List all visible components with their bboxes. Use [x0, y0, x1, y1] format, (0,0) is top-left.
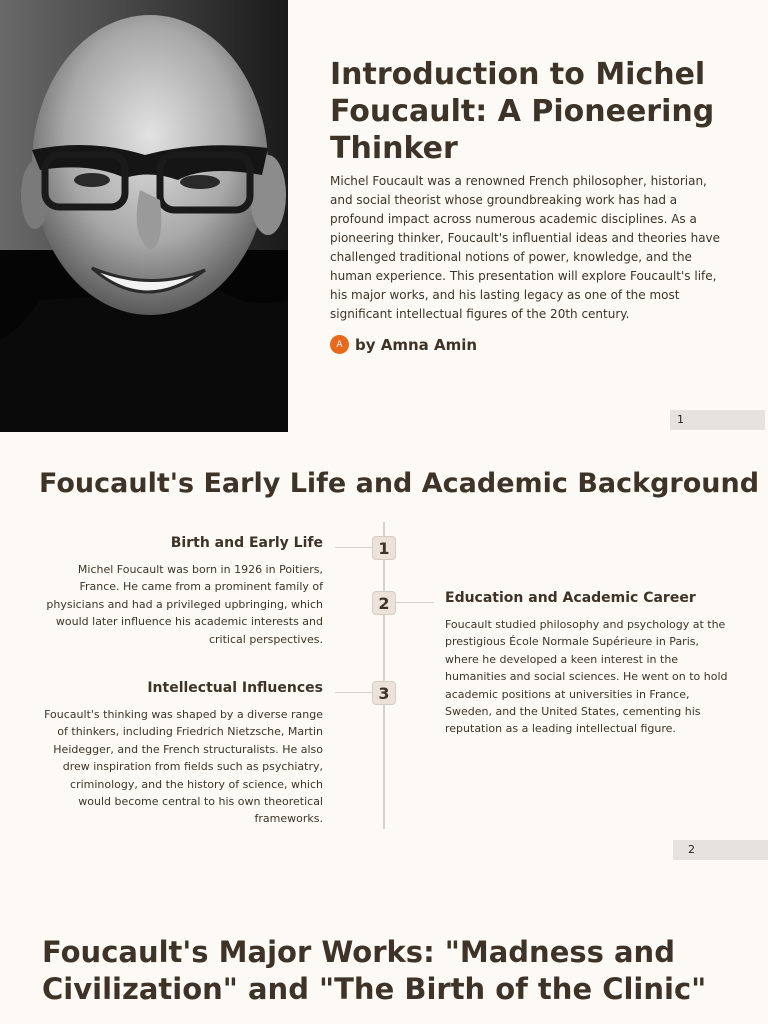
timeline-item-title: Education and Academic Career — [445, 590, 696, 606]
slide-1-title: Introduction to Michel Foucault: A Pioneering Thinker — [330, 57, 715, 166]
timeline-item-text: Foucault studied philosophy and psychology at the prestigious École Normale Supérieure in Paris, where he developed a keen interest in the humanities and social sciences. He went on to hold academic positions at universities in France, Sweden, and the United States, cementing his reputation as a leading intellectual figure. — [445, 618, 728, 736]
page-number-2: 2 — [673, 840, 768, 860]
timeline-item-text: Michel Foucault was born in 1926 in Poitiers, France. He came from a prominent family of physicians and had a privileged upbringing, which would later influence his academic interests and critical perspectives. — [46, 563, 323, 646]
slide-3-title: Foucault's Major Works: "Madness and Civilization" and "The Birth of the Clinic" — [42, 935, 707, 1006]
timeline-connector — [335, 692, 373, 693]
slide-2-title: Foucault's Early Life and Academic Background — [39, 468, 760, 499]
timeline-item-title: Birth and Early Life — [170, 535, 323, 551]
timeline-item-title: Intellectual Influences — [147, 680, 323, 696]
author-avatar: A — [330, 335, 349, 354]
portrait-photo — [0, 0, 288, 432]
timeline-marker-2: 2 — [372, 591, 396, 615]
author-name: by Amna Amin — [355, 335, 478, 354]
timeline-connector — [396, 602, 434, 603]
timeline-line — [383, 522, 385, 829]
timeline-marker-1: 1 — [372, 536, 396, 560]
intro-paragraph: Michel Foucault was a renowned French philosopher, historian, and social theorist whose groundbreaking work has had a profound impact across numerous academic disciplines. As a pioneering thinker, Foucault's influential ideas and theories have challenged traditional notions of power, knowledge, and the human experience. This presentation will explore Foucault's life, his major works, and his lasting legacy as one of the most significant intellectual figures of the 20th century. — [330, 174, 721, 321]
timeline-item-text: Foucault's thinking was shaped by a diverse range of thinkers, including Friedrich Nietzsche, Martin Heidegger, and the French structuralists. He also drew inspiration from fields such as psychiatry, criminology, and the history of science, which would become central to his own theoretical frameworks. — [44, 708, 323, 826]
timeline-marker-3: 3 — [372, 681, 396, 705]
author-byline — [330, 335, 477, 354]
page-number-1: 1 — [670, 410, 765, 430]
timeline-connector — [335, 547, 373, 548]
slide-1 — [0, 0, 768, 432]
